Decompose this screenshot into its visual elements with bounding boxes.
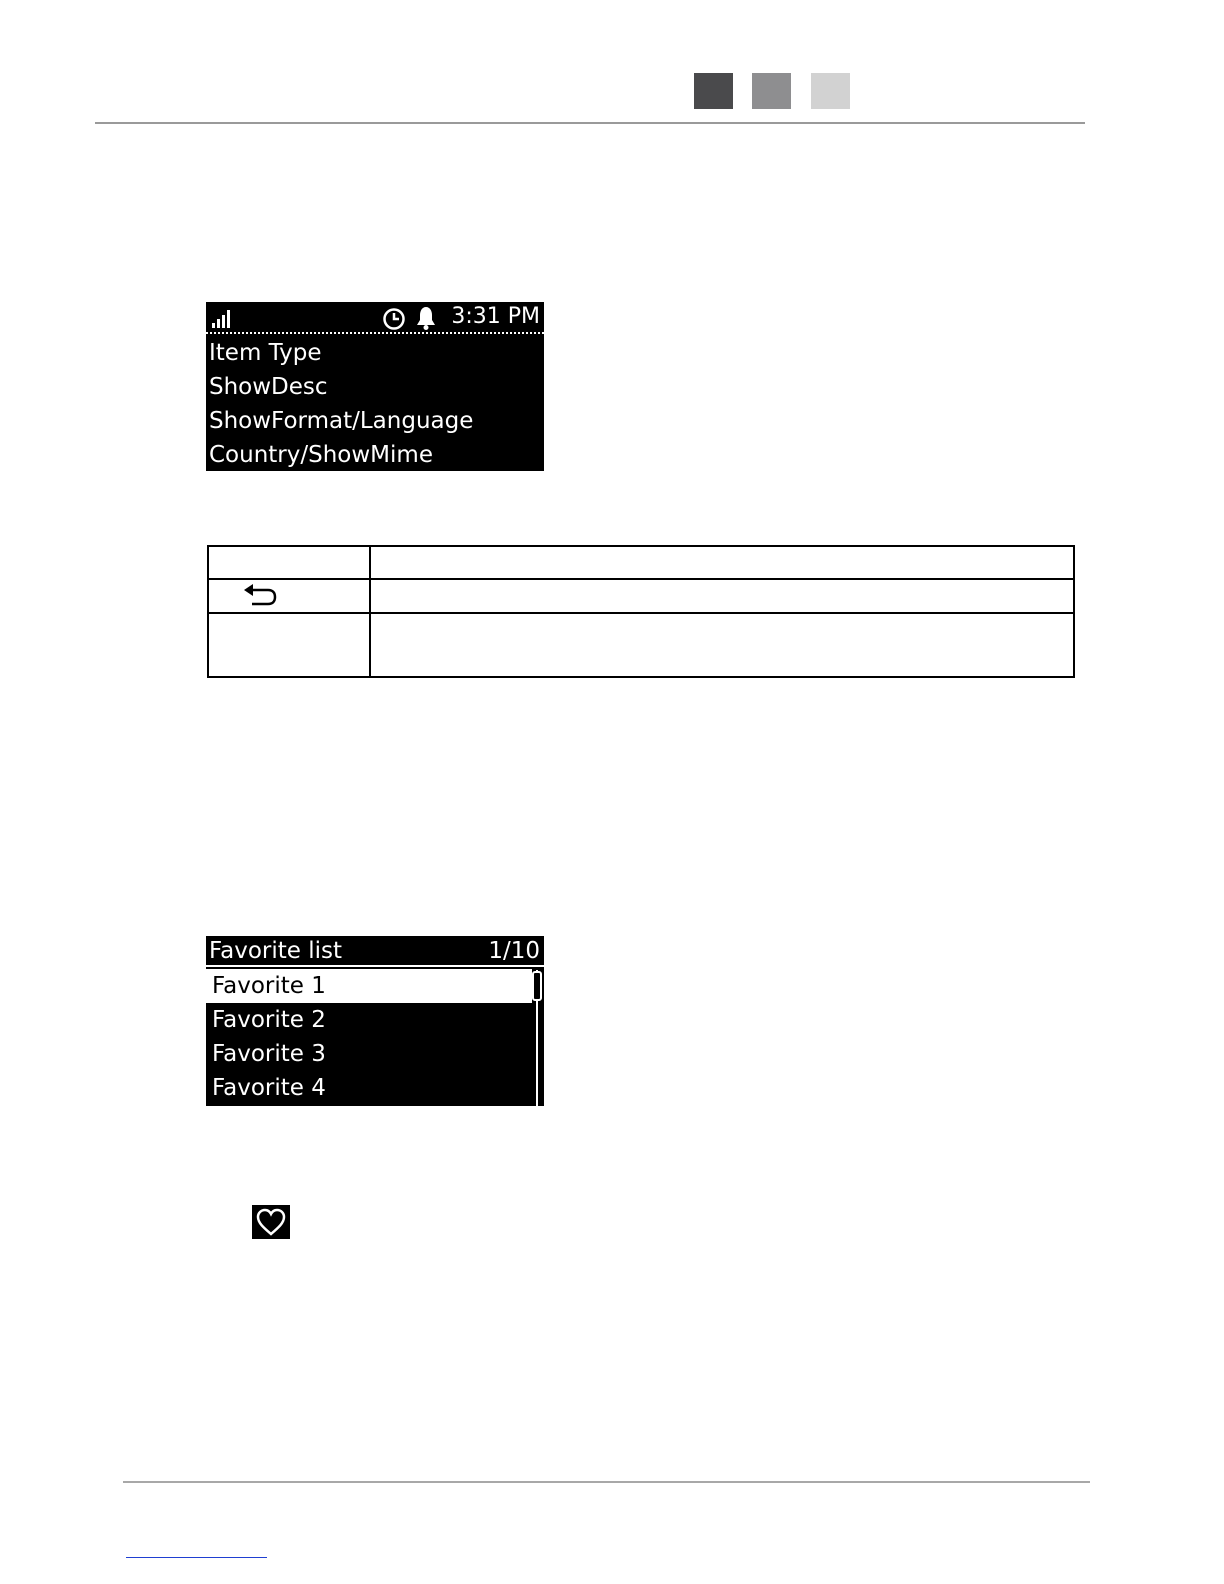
status-time: 3:31 PM — [451, 304, 540, 329]
heart-icon — [252, 1205, 290, 1239]
key-cell — [208, 546, 370, 579]
info-rows — [209, 336, 473, 472]
header-rule — [95, 122, 1085, 124]
back-arrow-icon — [240, 581, 280, 611]
list-item[interactable]: Favorite 3 — [212, 1041, 326, 1067]
description-cell — [370, 579, 1074, 613]
bell-icon — [413, 305, 439, 331]
list-title: Favorite list — [209, 938, 343, 964]
phone-screen-status — [206, 302, 544, 471]
footer-link[interactable] — [126, 1557, 267, 1558]
description-cell — [370, 613, 1074, 677]
list-item[interactable]: Favorite 4 — [212, 1075, 326, 1101]
key-cell — [208, 613, 370, 677]
info-row: Item Type — [209, 340, 322, 366]
table-row — [208, 613, 1074, 677]
list-item[interactable]: Favorite 1 — [206, 969, 532, 1003]
info-row: ShowFormat/Language — [209, 408, 474, 434]
status-bar — [206, 302, 544, 334]
phone-screen-favorites — [206, 936, 544, 1106]
page-indicator: 1/10 — [488, 938, 540, 964]
header-square-light — [811, 73, 850, 109]
info-row: ShowDesc — [209, 374, 328, 400]
list-titlebar — [206, 936, 544, 967]
header-square-dark — [694, 73, 733, 109]
key-table — [207, 545, 1075, 678]
table-row — [208, 546, 1074, 579]
scrollbar[interactable] — [531, 970, 543, 1106]
favorite-list — [206, 969, 532, 1105]
table-row — [208, 579, 1074, 613]
favorite-key — [252, 1205, 290, 1239]
info-row: Country/ShowMime — [209, 442, 433, 468]
alarm-clock-icon — [381, 305, 407, 331]
list-item[interactable]: Favorite 2 — [212, 1007, 326, 1033]
header-square-mid — [752, 73, 791, 109]
description-cell — [370, 546, 1074, 579]
footer-rule — [123, 1481, 1090, 1483]
key-cell — [208, 579, 370, 613]
signal-icon — [211, 310, 235, 328]
